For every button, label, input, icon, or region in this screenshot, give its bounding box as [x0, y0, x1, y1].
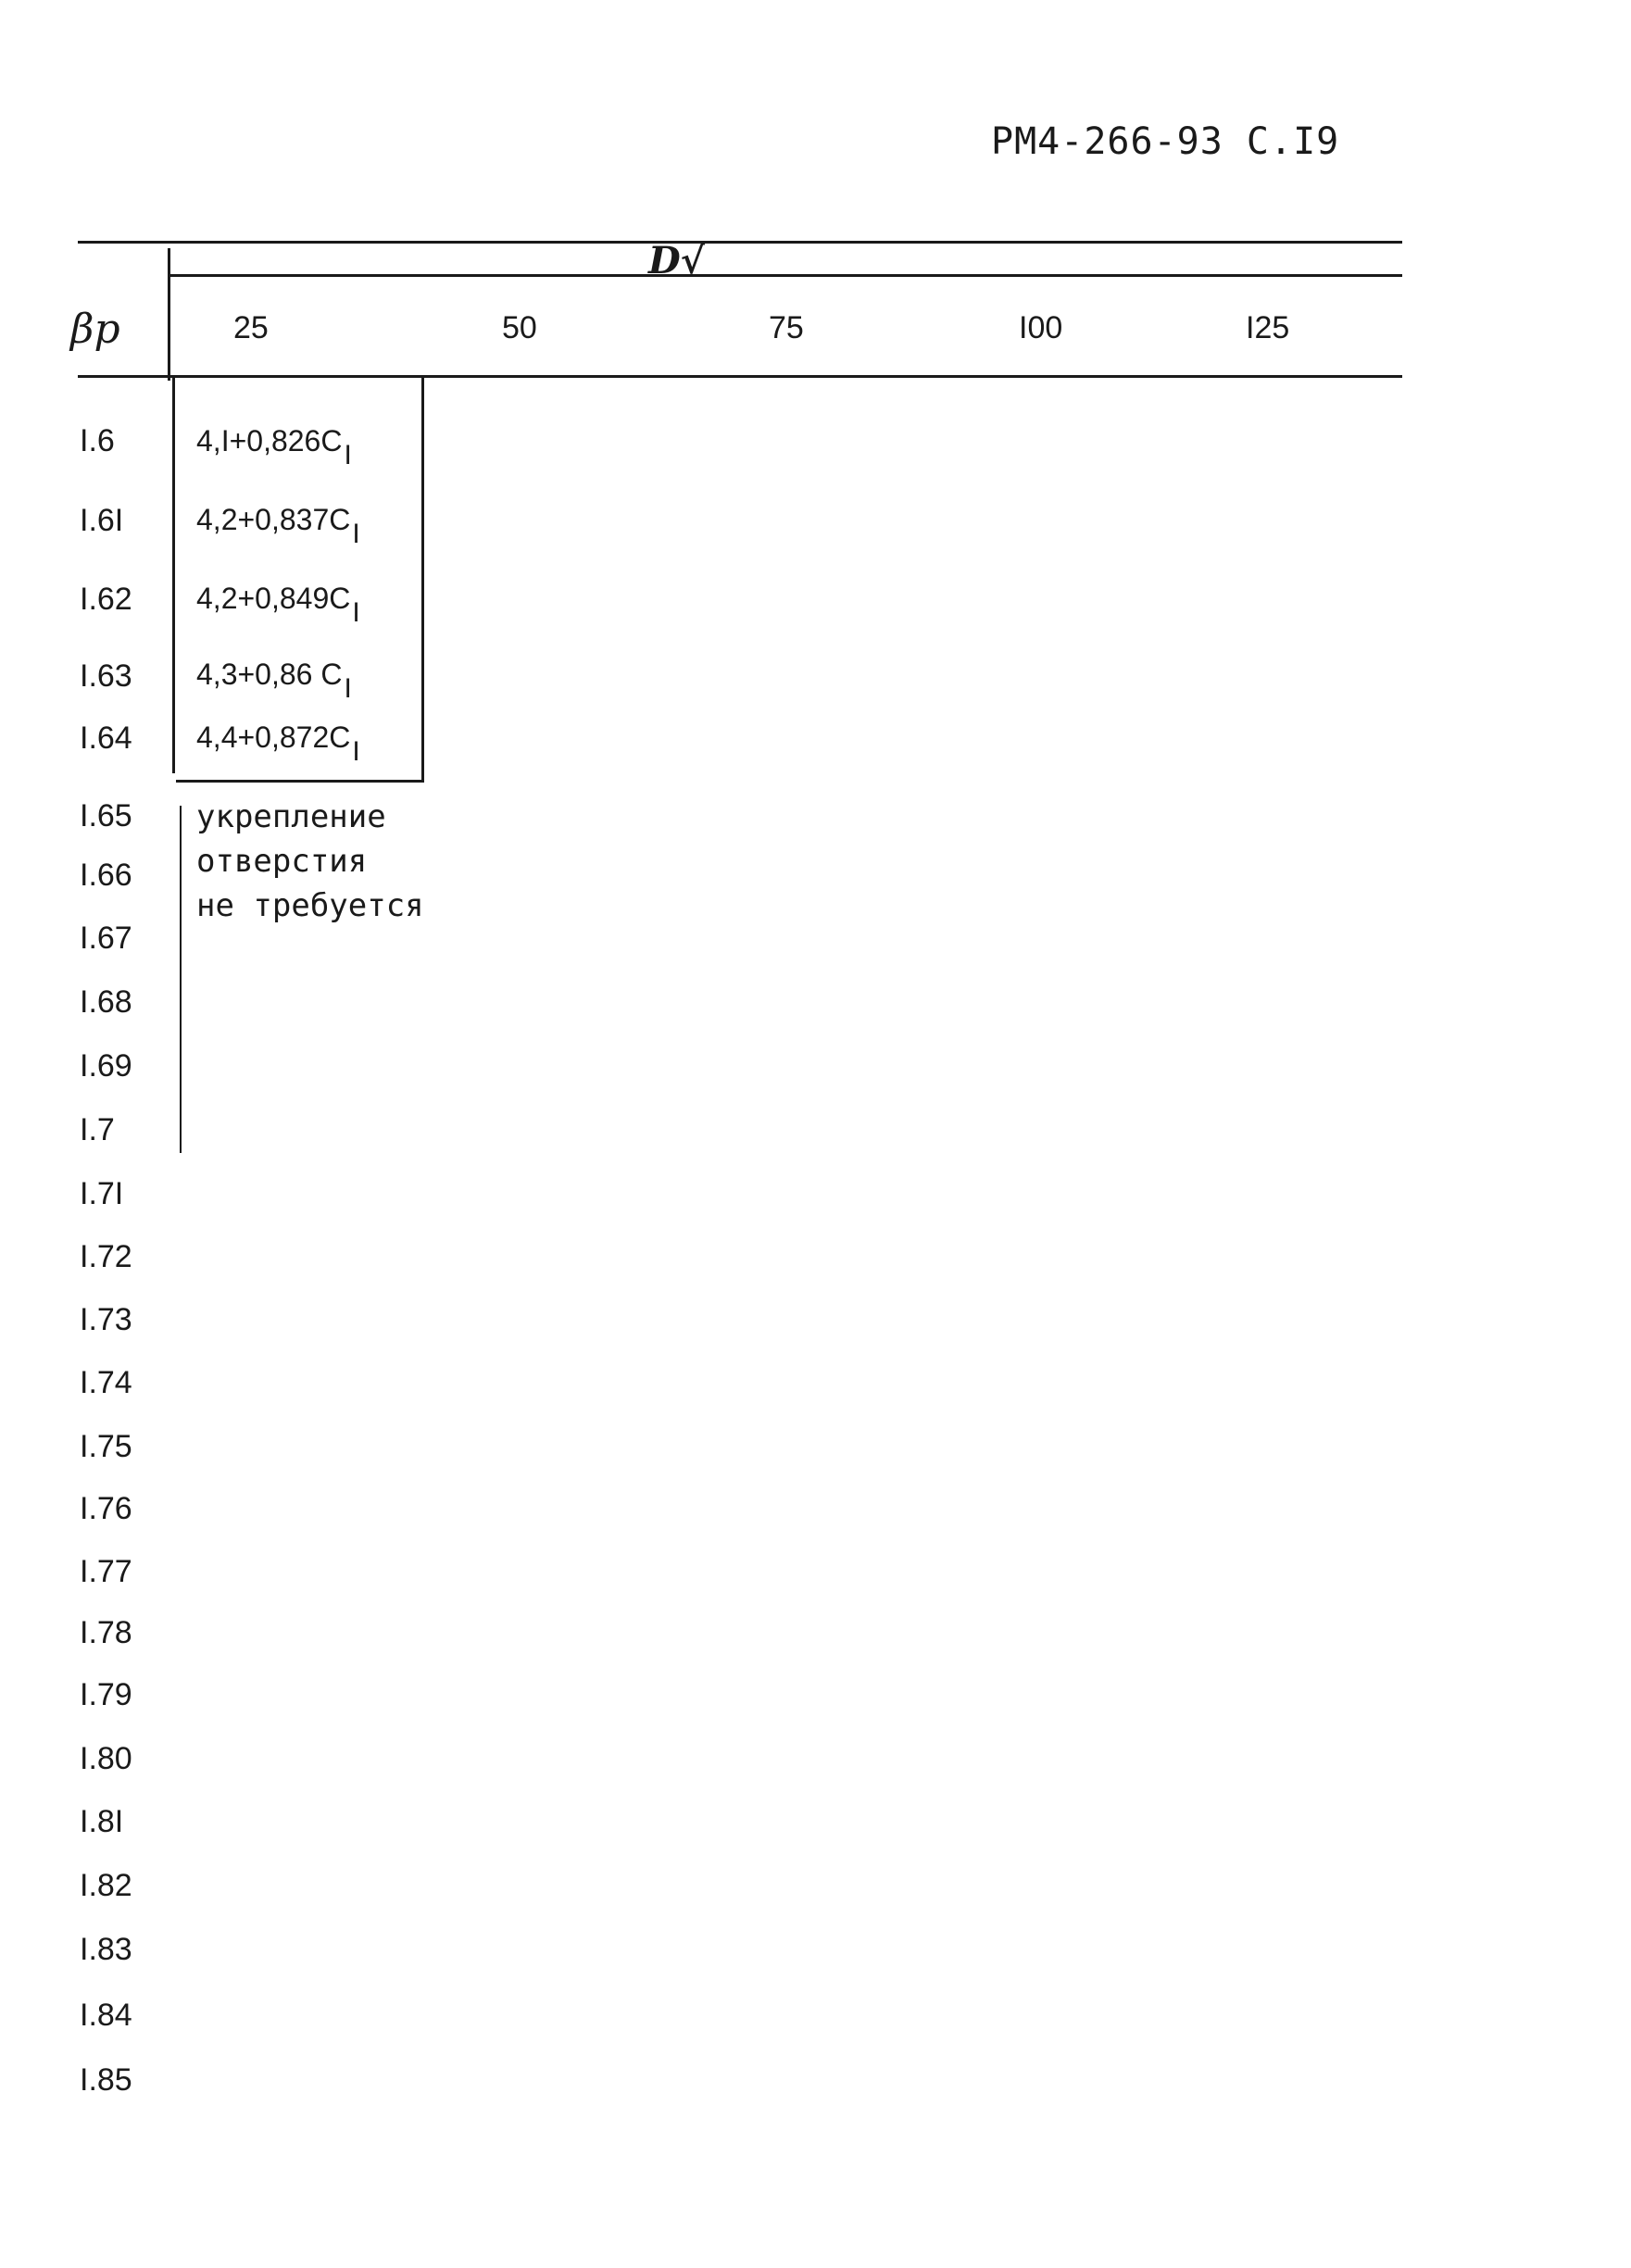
row-label: I.64: [80, 720, 132, 756]
row-label: I.66: [80, 858, 132, 893]
row-label: I.83: [80, 1932, 132, 1967]
formula-cell: 4,3+0,86 CI: [196, 658, 352, 704]
row-label: I.84: [80, 1998, 132, 2033]
row-header-beta: βр: [70, 306, 120, 353]
column-header-75: 75: [769, 310, 804, 345]
row-label: I.73: [80, 1302, 132, 1337]
note-bracket-rule: [180, 806, 182, 1153]
row-label: I.79: [80, 1677, 132, 1712]
row-label: I.67: [80, 921, 132, 956]
row-label: I.85: [80, 2062, 132, 2098]
note-line: отверстия: [196, 843, 368, 880]
formula-cell: 4,I+0,826CI: [196, 424, 352, 470]
note-line: не требуется: [196, 887, 424, 924]
formula-box-right-rule: [421, 375, 424, 783]
row-label: I.6I: [80, 503, 124, 538]
row-label: I.68: [80, 984, 132, 1020]
row-label: I.69: [80, 1048, 132, 1084]
row-label: I.82: [80, 1868, 132, 1903]
row-label: I.74: [80, 1365, 132, 1400]
formula-box-left-rule: [172, 375, 175, 773]
column-header-125: I25: [1246, 310, 1290, 345]
column-header-25: 25: [233, 310, 269, 345]
row-header-divider: [168, 248, 170, 381]
row-label: I.6: [80, 423, 115, 458]
row-label: I.76: [80, 1491, 132, 1526]
row-label: I.8I: [80, 1804, 124, 1839]
row-label: I.78: [80, 1615, 132, 1650]
row-label: I.7I: [80, 1176, 124, 1211]
formula-cell: 4,2+0,849CI: [196, 582, 360, 628]
note-line: укрепление: [196, 798, 386, 835]
header-bottom-rule: [78, 375, 1402, 378]
column-header-50: 50: [502, 310, 537, 345]
formula-cell: 4,4+0,872CI: [196, 720, 360, 767]
row-label: I.65: [80, 798, 132, 833]
document-code: РМ4-266-93 С.I9: [991, 120, 1340, 163]
column-header-100: I00: [1019, 310, 1063, 345]
row-label: I.72: [80, 1239, 132, 1274]
formula-cell: 4,2+0,837CI: [196, 503, 360, 549]
row-label: I.63: [80, 658, 132, 694]
group-header-d: D√: [648, 239, 705, 282]
table-top-rule: [78, 241, 1402, 244]
row-label: I.77: [80, 1554, 132, 1589]
row-label: I.80: [80, 1741, 132, 1776]
formula-box-bottom-rule: [176, 780, 424, 783]
row-label: I.75: [80, 1429, 132, 1464]
row-label: I.7: [80, 1112, 115, 1147]
row-label: I.62: [80, 582, 132, 617]
column-header-rule: [169, 274, 1402, 277]
